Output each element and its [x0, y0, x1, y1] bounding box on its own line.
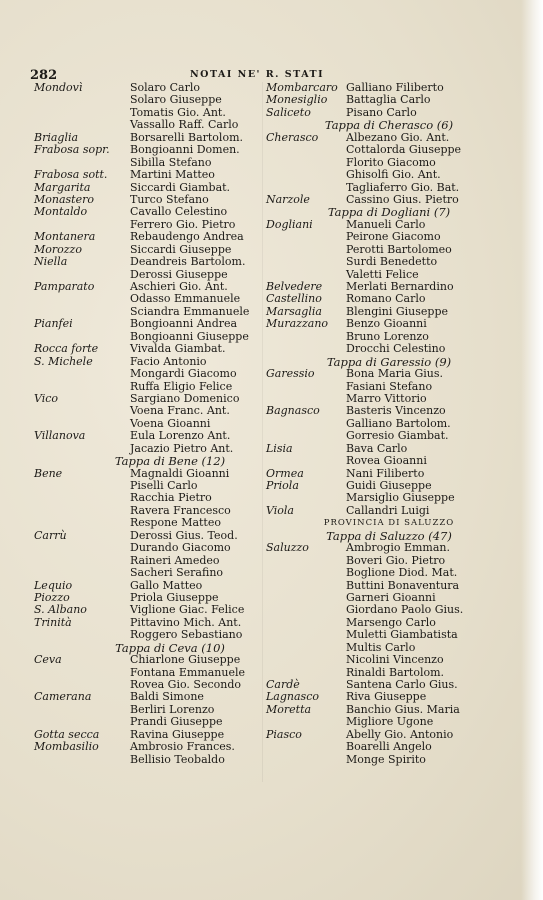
notary-name: Valetti Felice — [346, 267, 419, 281]
notary-entry — [266, 629, 502, 641]
notary-entry — [266, 505, 502, 517]
notary-entry — [34, 542, 266, 554]
notary-name: Viglione Giac. Felice — [130, 603, 245, 617]
section-title: Tappa di Saluzzo (47) — [326, 528, 452, 543]
notary-name: Priola Giuseppe — [130, 590, 219, 604]
place-name: Briaglia — [34, 130, 79, 144]
notary-name: Siccardi Giuseppe — [130, 242, 232, 256]
notary-name: Peirone Giacomo — [346, 230, 441, 244]
running-head: NOTAI NE' R. STATI — [190, 69, 325, 80]
notary-name: Bona Maria Gius. — [346, 367, 444, 381]
notary-name: Bava Carlo — [346, 441, 408, 455]
place-name: Frabosa sott. — [34, 168, 108, 182]
place-name: Ceva — [34, 653, 62, 667]
notary-name: Florito Giacomo — [346, 155, 436, 169]
notary-entry — [34, 754, 266, 766]
notary-entry — [266, 343, 502, 355]
notary-name: Basteris Vincenzo — [346, 404, 446, 418]
section-title: Tappa di Garessio (9) — [326, 354, 452, 369]
notary-name: Manueli Carlo — [346, 217, 426, 231]
notary-name: Gallo Matteo — [130, 578, 203, 592]
notary-entry — [34, 430, 266, 442]
notary-name: Abelly Gio. Antonio — [346, 727, 454, 741]
province-title: PROVINCIA DI SALUZZO — [323, 518, 455, 529]
notary-name: Boglione Diod. Mat. — [346, 566, 458, 580]
section-heading — [34, 455, 266, 467]
notary-entry — [34, 368, 266, 380]
notary-name: Blengini Giuseppe — [346, 304, 448, 318]
notary-entry — [266, 492, 502, 504]
notary-name: Chiarlone Giuseppe — [130, 653, 241, 667]
notary-name: Turco Stefano — [130, 192, 209, 206]
notary-entry — [266, 604, 502, 616]
notary-entry — [34, 206, 266, 218]
place-name: Lagnasco — [266, 690, 319, 704]
notary-name: Solaro Giuseppe — [130, 93, 222, 107]
notary-name: Boarelli Angelo — [346, 740, 432, 754]
place-name: Bene — [34, 466, 63, 480]
section-title: Tappa di Dogliani (7) — [327, 205, 451, 220]
place-name: Pianfei — [34, 317, 73, 331]
notary-name: Santena Carlo Gius. — [346, 678, 458, 691]
page-number: 282 — [30, 68, 58, 83]
section-heading — [266, 206, 502, 218]
place-name: Morozzo — [34, 242, 82, 256]
section-title: Tappa di Ceva (10) — [115, 640, 225, 655]
notary-entry — [34, 169, 266, 181]
place-name: Frabosa sopr. — [34, 143, 110, 157]
notary-entry — [266, 741, 502, 753]
notary-name: Bellisio Teobaldo — [130, 752, 225, 766]
notary-name: Bongioanni Andrea — [130, 317, 238, 331]
notary-name: Facio Antonio — [130, 354, 207, 368]
notary-name: Gorresio Giambat. — [346, 429, 449, 443]
place-name: Narzole — [266, 192, 310, 206]
place-name: Cardè — [266, 678, 300, 691]
notary-name: Perotti Bartolomeo — [346, 242, 452, 256]
notary-name: Ruffa Eligio Felice — [130, 379, 233, 393]
notary-name: Galliano Filiberto — [346, 81, 444, 94]
notary-name: Bongioanni Giuseppe — [130, 329, 249, 343]
notary-name: Bongioanni Domen. — [130, 143, 240, 157]
notary-name: Nani Filiberto — [346, 466, 425, 480]
notary-name: Battaglia Carlo — [346, 93, 431, 107]
notary-name: Buttini Bonaventura — [346, 578, 460, 592]
notary-entry — [34, 231, 266, 243]
notary-entry — [34, 741, 266, 753]
place-name: S. Albano — [34, 603, 87, 617]
notary-entry — [266, 144, 502, 156]
notary-name: Multis Carlo — [346, 640, 416, 654]
notary-name: Vassallo Raff. Carlo — [130, 118, 239, 132]
notary-name: Piselli Carlo — [130, 479, 198, 492]
notary-name: Sacheri Serafino — [130, 566, 224, 580]
place-name: Piozzo — [34, 590, 70, 604]
place-name: Priola — [266, 479, 299, 492]
place-name: Lequio — [34, 578, 73, 592]
notary-name: Jacazio Pietro Ant. — [130, 441, 234, 455]
notary-name: Pisano Carlo — [346, 105, 417, 119]
place-name: Viola — [266, 503, 294, 517]
place-name: Mondovì — [34, 81, 83, 94]
notary-entry — [266, 94, 502, 106]
notary-name: Rovea Gio. Secondo — [130, 678, 241, 691]
notary-entry — [266, 654, 502, 666]
notary-name: Odasso Emmanuele — [130, 292, 241, 306]
place-name: Dogliani — [266, 217, 313, 231]
place-name: Moretta — [266, 702, 312, 716]
notary-name: Migliore Ugone — [346, 715, 434, 729]
notary-entry — [34, 343, 266, 355]
notary-entry — [34, 144, 266, 156]
notary-name: Raineri Amedeo — [130, 553, 220, 567]
place-name: Bagnasco — [266, 404, 320, 418]
notary-name: Ravina Giuseppe — [130, 727, 225, 741]
notary-name: Mongardi Giacomo — [130, 367, 237, 381]
place-name: Lisia — [266, 441, 293, 455]
notary-name: Cottalorda Giuseppe — [346, 143, 462, 157]
place-name: Saluzzo — [266, 541, 309, 555]
notary-entry — [266, 293, 502, 305]
notary-entry — [34, 405, 266, 417]
notary-name: Ghisolfi Gio. Ant. — [346, 168, 441, 182]
section-title: Tappa di Bene (12) — [114, 454, 226, 469]
notary-entry — [266, 318, 502, 330]
notary-name: Albezano Gio. Ant. — [346, 130, 450, 144]
notary-name: Nicolini Vincenzo — [346, 653, 444, 667]
notary-entry — [266, 405, 502, 417]
place-name: Niella — [34, 255, 68, 269]
place-name: Castellino — [266, 292, 322, 306]
place-name: Vico — [34, 391, 59, 405]
right-column — [266, 82, 502, 766]
notary-name: Marsengo Carlo — [346, 615, 436, 629]
notary-name: Surdi Benedetto — [346, 255, 438, 269]
notary-name: Monge Spirito — [346, 752, 426, 766]
left-column — [34, 82, 266, 766]
place-name: Marsaglia — [266, 304, 322, 318]
place-name: Garessio — [266, 367, 315, 381]
notary-entry — [34, 629, 266, 641]
notary-name: Marro Vittorio — [346, 391, 427, 405]
notary-name: Tomatis Gio. Ant. — [130, 105, 226, 119]
notary-name: Durando Giacomo — [130, 541, 231, 555]
notary-name: Galliano Bartolom. — [346, 416, 451, 430]
column-gutter — [262, 82, 263, 782]
place-name: Monastero — [34, 192, 94, 206]
notary-entry — [266, 231, 502, 243]
notary-name: Banchio Gius. Maria — [346, 702, 460, 716]
notary-name: Eula Lorenzo Ant. — [130, 429, 231, 443]
notary-entry — [266, 430, 502, 442]
notary-name: Giordano Paolo Gius. — [346, 603, 464, 617]
place-name: Villanova — [34, 429, 86, 443]
notary-name: Racchia Pietro — [130, 491, 212, 505]
notary-entry — [34, 654, 266, 666]
place-name: S. Michele — [34, 354, 93, 368]
notary-name: Derossi Gius. Teod. — [130, 528, 238, 542]
notary-name: Ravera Francesco — [130, 503, 231, 517]
notary-entry — [266, 754, 502, 766]
notary-name: Benzo Gioanni — [346, 317, 427, 331]
place-name: Murazzano — [266, 317, 329, 331]
notary-name: Callandri Luigi — [346, 503, 430, 517]
notary-name: Drocchi Celestino — [346, 342, 446, 356]
place-name: Carrù — [34, 528, 67, 542]
notary-name: Cassino Gius. Pietro — [346, 192, 459, 206]
notary-name: Sciandra Emmanuele — [130, 304, 250, 318]
notary-name: Siccardi Giambat. — [130, 180, 231, 194]
notary-name: Romano Carlo — [346, 292, 426, 306]
notary-name: Solaro Carlo — [130, 81, 200, 94]
notary-name: Aschieri Gio. Ant. — [130, 280, 228, 293]
notary-name: Ambrosio Frances. — [130, 740, 235, 754]
notary-name: Baldi Simone — [130, 690, 204, 704]
notary-name: Sibilla Stefano — [130, 155, 212, 169]
place-name: Camerana — [34, 690, 92, 704]
notary-entry — [34, 604, 266, 616]
place-name: Pamparato — [34, 280, 95, 293]
notary-name: Bruno Lorenzo — [346, 329, 429, 343]
notary-name: Berliri Lorenzo — [130, 702, 215, 716]
notary-name: Fasiani Stefano — [346, 379, 433, 393]
notary-name: Respone Matteo — [130, 516, 221, 530]
notary-name: Boveri Gio. Pietro — [346, 553, 446, 567]
notary-entry — [34, 94, 266, 106]
notary-name: Magnaldi Gioanni — [130, 466, 230, 480]
notary-name: Sargiano Domenico — [130, 391, 240, 405]
notary-entry — [34, 293, 266, 305]
place-name: Cherasco — [266, 130, 319, 144]
notary-entry — [34, 256, 266, 268]
notary-name: Muletti Giambatista — [346, 628, 458, 642]
notary-name: Fontana Emmanuele — [130, 665, 246, 679]
notary-entry — [266, 368, 502, 380]
page-edge — [521, 0, 543, 900]
place-name: Gotta secca — [34, 727, 100, 741]
notary-name: Guidi Giuseppe — [346, 479, 432, 492]
notary-name: Roggero Sebastiano — [130, 628, 243, 642]
notary-name: Derossi Giuseppe — [130, 267, 228, 281]
notary-entry — [34, 691, 266, 703]
notary-name: Cavallo Celestino — [130, 205, 228, 219]
place-name: Montaldo — [34, 205, 88, 219]
notary-entry — [266, 691, 502, 703]
notary-name: Deandreis Bartolom. — [130, 255, 246, 269]
notary-name: Voena Franc. Ant. — [130, 404, 230, 418]
notary-entry — [34, 517, 266, 529]
notary-entry — [266, 716, 502, 728]
notary-name: Voena Gioanni — [130, 416, 211, 430]
place-name: Trinità — [34, 615, 72, 629]
place-name: Margarita — [34, 180, 91, 194]
notary-entry — [266, 256, 502, 268]
notary-name: Borsarelli Bartolom. — [130, 130, 243, 144]
notary-name: Martini Matteo — [130, 168, 215, 182]
notary-name: Ambrogio Emman. — [346, 541, 451, 555]
place-name: Belvedere — [266, 280, 323, 293]
place-name: Rocca forte — [34, 342, 99, 356]
notary-name: Prandi Giuseppe — [130, 715, 223, 729]
place-name: Ormea — [266, 466, 304, 480]
notary-name: Garneri Gioanni — [346, 590, 436, 604]
notary-name: Merlati Bernardino — [346, 280, 454, 293]
notary-entry — [34, 318, 266, 330]
notary-name: Tagliaferro Gio. Bat. — [346, 180, 460, 194]
notary-entry — [34, 119, 266, 131]
notary-name: Ferrero Gio. Pietro — [130, 217, 236, 231]
notary-entry — [266, 169, 502, 181]
notary-entry — [34, 716, 266, 728]
notary-name: Vivalda Giambat. — [130, 342, 226, 356]
section-heading — [266, 119, 502, 131]
place-name: Montanera — [34, 230, 96, 244]
notary-entry — [34, 492, 266, 504]
notary-entry — [266, 455, 502, 467]
place-name: Mombarcaro — [266, 81, 338, 94]
notary-entry — [34, 567, 266, 579]
notary-name: Pittavino Mich. Ant. — [130, 615, 242, 629]
section-title: Tappa di Cherasco (6) — [324, 118, 454, 133]
place-name: Piasco — [266, 727, 302, 741]
place-name: Monesiglio — [266, 93, 328, 107]
notary-entry — [266, 542, 502, 554]
place-name: Saliceto — [266, 105, 311, 119]
notary-entry — [266, 567, 502, 579]
notary-name: Marsiglio Giuseppe — [346, 491, 455, 505]
notary-name: Rinaldi Bartolom. — [346, 665, 445, 679]
notary-name: Riva Giuseppe — [346, 690, 427, 704]
province-heading — [266, 517, 502, 529]
notary-name: Rovea Gioanni — [346, 454, 427, 468]
place-name: Mombasilio — [34, 740, 99, 754]
notary-name: Rebaudengo Andrea — [130, 230, 244, 244]
